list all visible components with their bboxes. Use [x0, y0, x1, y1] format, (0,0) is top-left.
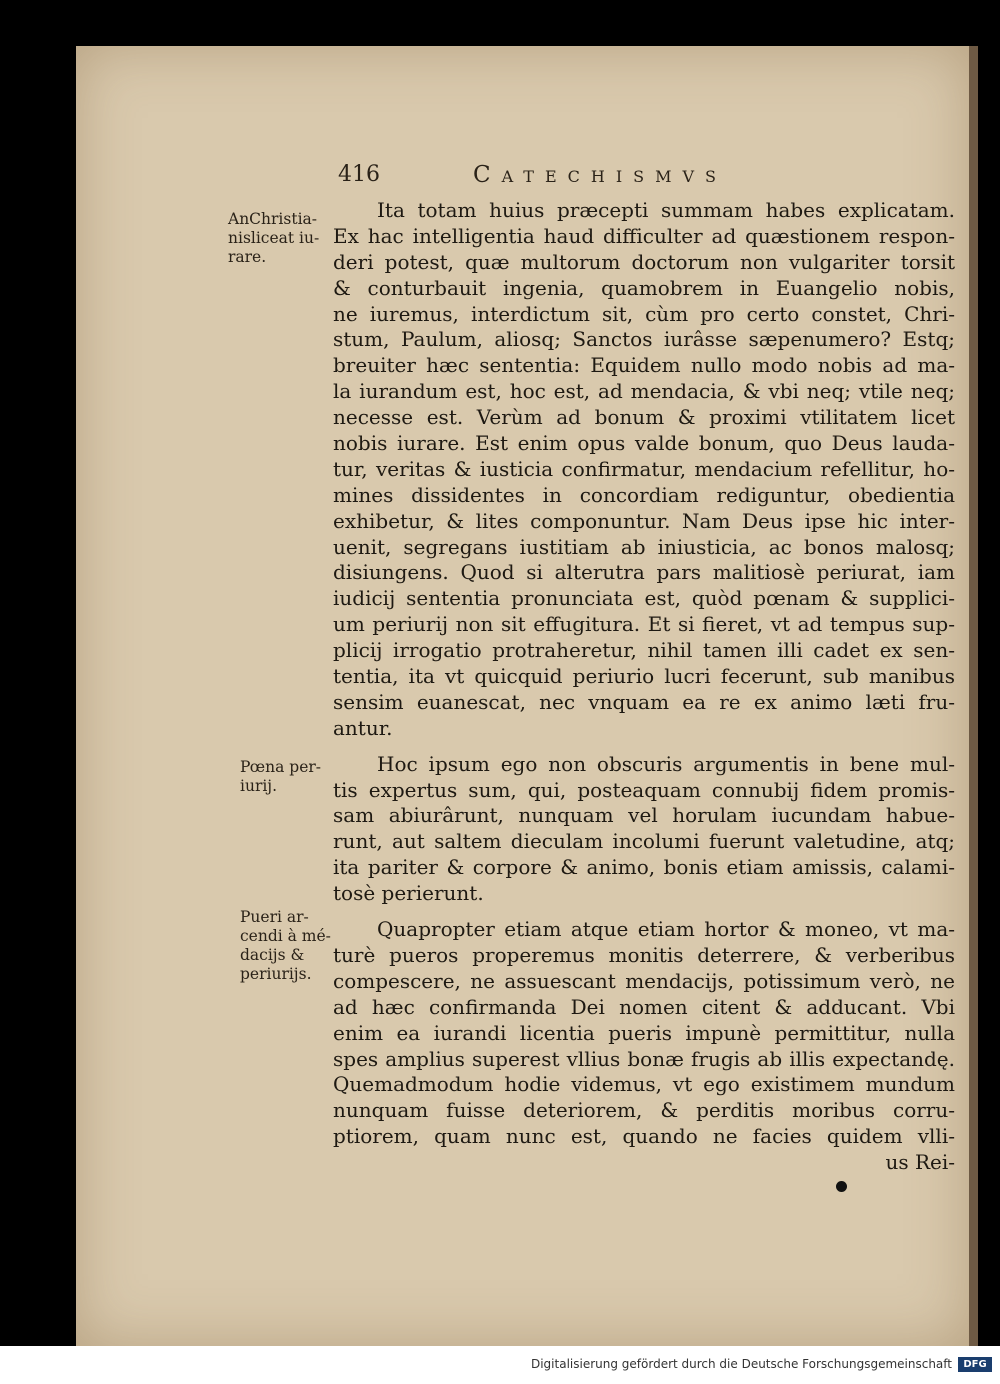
text-line: um periurij non sit effugitura. Et si fieret, vt ad tempus sup- — [333, 612, 955, 637]
footer-credit: Digitalisierung gefördert durch die Deutsche Forschungsgemeinschaft — [530, 1357, 952, 1371]
text-line: uenit, segregans iustitiam ab iniusticia, ac bonos malosq; — [333, 534, 955, 559]
running-head: Catechismvs — [473, 162, 728, 188]
text-line: breuiter hæc sententia: Equidem nullo modo nobis ad ma- — [333, 353, 955, 378]
marginal-note-line: Pueri ar- — [240, 908, 309, 926]
marginal-note-1 — [228, 210, 319, 267]
marginal-note-line: periurijs. — [240, 965, 312, 983]
text-line: tis expertus sum, qui, posteaquam connubij fidem promis- — [333, 777, 955, 802]
page-number: 416 — [338, 162, 380, 187]
text-line: antur. — [333, 715, 393, 740]
text-line: ptiorem, quam nunc est, quando ne facies quidem vlli- — [333, 1124, 955, 1149]
ink-dot — [836, 1181, 847, 1192]
text-line: deri potest, quæ multorum doctorum non vulgariter torsit — [333, 249, 955, 274]
page-edge — [969, 46, 978, 1346]
text-line: iudicij sententia pronunciata est, quòd pœnam & supplici- — [333, 586, 955, 611]
dfg-logo: DFG — [958, 1357, 992, 1372]
text-line: stum, Paulum, aliosq; Sanctos iurâsse sæpenumero? Estq; — [333, 327, 955, 352]
marginal-note-line: cendi à mé- — [240, 927, 331, 945]
text-line: & conturbauit ingenia, quamobrem in Euangelio nobis, — [333, 275, 955, 300]
text-line: ad hæc confirmanda Dei nomen citent & adducant. Vbi — [333, 994, 955, 1019]
text-line: ita pariter & corpore & animo, bonis etiam amissis, calami- — [333, 855, 955, 880]
text-line: la iurandum est, hoc est, ad mendacia, & vbi neq; vtile neq; — [333, 379, 955, 404]
text-line: turè pueros properemus monitis deterrere, & verberibus — [333, 942, 955, 967]
marginal-note-3 — [240, 908, 331, 984]
text-line: exhibetur, & lites componuntur. Nam Deus ipse hic inter- — [333, 508, 955, 533]
marginal-note-line: dacijs & — [240, 946, 305, 964]
text-line: spes amplius superest vllius bonæ frugis ab illis expectandę. — [333, 1046, 955, 1071]
page-header — [338, 162, 818, 192]
marginal-note-line: Pœna per- — [240, 758, 322, 776]
text-line: Ita totam huius præcepti summam habes explicatam. — [377, 198, 955, 222]
text-line: ne iuremus, interdictum sit, cùm pro certo constet, Chri- — [333, 301, 955, 326]
text-line: mines dissidentes in concordiam rediguntur, obedientia — [333, 482, 955, 507]
text-line: sensim euanescat, nec vnquam ea re ex animo læti fru- — [333, 689, 955, 714]
paragraph-1 — [333, 198, 955, 742]
marginal-note-line: rare. — [228, 248, 267, 266]
paragraph-3 — [333, 917, 955, 1150]
text-line: Hoc ipsum ego non obscuris argumentis in bene mul- — [377, 751, 955, 776]
main-text — [333, 198, 955, 1176]
text-line: Quemadmodum hodie videmus, vt ego existimem mundum — [333, 1072, 955, 1097]
text-line: compescere, ne assuescant mendacijs, potissimum verò, ne — [333, 968, 955, 993]
marginal-note-line: nisliceat iu- — [228, 229, 320, 247]
text-line: Ex hac intelligentia haud difficulter ad quæstionem respon- — [333, 223, 955, 248]
text-line: tosè perierunt. — [333, 881, 484, 906]
paragraph-2 — [333, 752, 955, 907]
text-line: sam abiurârunt, nunquam vel horulam iucundam habue- — [333, 803, 955, 828]
text-line: necesse est. Verùm ad bonum & proximi vtilitatem licet — [333, 405, 955, 430]
text-line: tur, veritas & iusticia confirmatur, mendacium refellitur, ho- — [333, 456, 955, 481]
digitization-footer — [0, 1346, 1000, 1384]
text-line: plicij irrogatio protraheretur, nihil tamen illi cadet ex sen- — [333, 638, 955, 663]
marginal-note-line: iurij. — [240, 777, 278, 795]
text-line: Quapropter etiam atque etiam hortor & moneo, vt ma- — [377, 917, 955, 942]
text-line: nunquam fuisse deteriorem, & perditis moribus corru- — [333, 1098, 955, 1123]
catchword: us Rei- — [885, 1150, 955, 1175]
text-line: nobis iurare. Est enim opus valde bonum, quo Deus lauda- — [333, 431, 955, 456]
text-line: enim ea iurandi licentia pueris impunè permittitur, nulla — [333, 1020, 955, 1045]
text-line: tentia, ita vt quicquid periurio lucri fecerunt, sub manibus — [333, 664, 955, 689]
text-line: runt, aut saltem dieculam incolumi fuerunt valetudine, atq; — [333, 829, 955, 854]
marginal-note-line: AnChristia- — [228, 210, 318, 228]
text-line: disiungens. Quod si alterutra pars malitiosè periurat, iam — [333, 560, 955, 585]
marginal-note-2 — [240, 758, 321, 796]
